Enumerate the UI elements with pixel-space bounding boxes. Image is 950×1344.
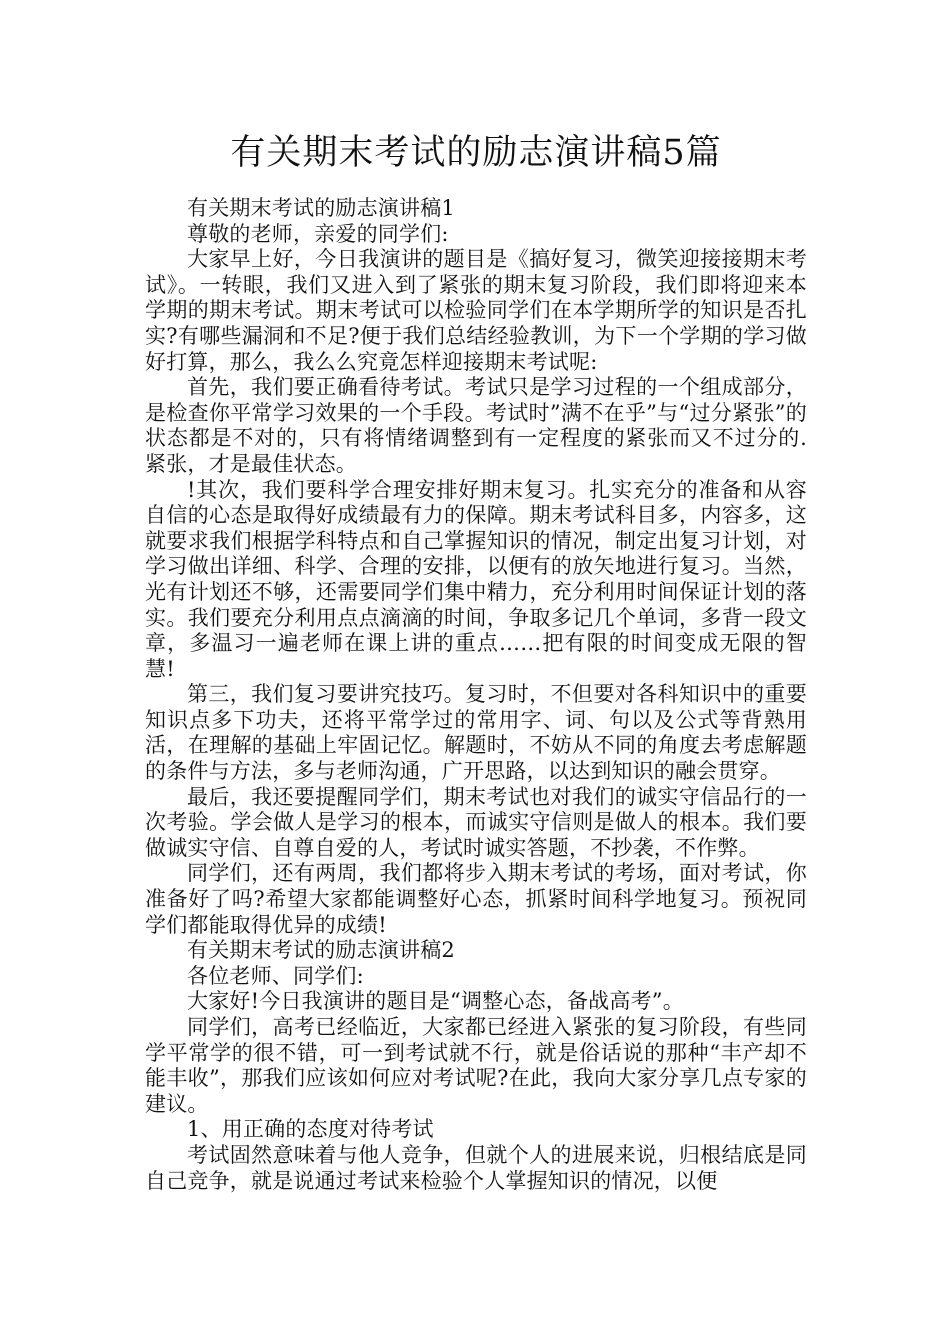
paragraph: 大家好!今日我演讲的题目是“调整心态，备战高考”。 [187,989,684,1014]
paragraph: 同学们，还有两周，我们都将步入期末考试的考场，面对考试，你准备好了吗?希望大家都能调整好心态，抓紧时间科学地复习。预祝同学们都能取得优异的成绩! [145,861,807,937]
section-heading: 1、用正确的态度对待考试 [187,1117,434,1142]
paragraph: 最后，我还要提醒同学们，期末考试也对我们的诚实守信品行的一次考验。学会做人是学习的根本，而诚实守信则是做人的根本。我们要做诚实守信、自尊自爱的人，考试时诚实答题，不抄袭，不作弊。 [145,784,807,860]
paragraph: !其次，我们要科学合理安排好期末复习。扎实充分的准备和从容自信的心态是取得好成绩最有力的保障。期末考试科目多，内容多，这就要求我们根据学科特点和自己掌握知识的情况，制定出复习计划，对学习做出详细、科学、合理的安排，以便有的放矢地进行复习。当然，光有计划还不够，还需要同学们集中精力，充分利用时间保证计划的落实。我们要充分利用点点滴滴的时间，争取多记几个单词，多背一段文章，多温习一遍老师在课上讲的重点……把有限的时间变成无限的智慧! [145,477,807,681]
paragraph: 第三，我们复习要讲究技巧。复习时，不但要对各科知识中的重要知识点多下功夫，还将平常学过的常用字、词、句以及公式等背熟用活，在理解的基础上牢固记忆。解题时，不妨从不同的角度去考虑解题的条件与方法，多与老师沟通，广开思路，以达到知识的融会贯穿。 [145,682,807,784]
document-page [145,0,807,1194]
speech-2-heading: 有关期末考试的励志演讲稿2 [187,938,455,963]
document-body [145,196,807,1194]
paragraph: 大家早上好，今日我演讲的题目是《搞好复习，微笑迎接接期末考试》。一转眼，我们又进入到了紧张的期末复习阶段，我们即将迎来本学期的期末考试。期末考试可以检验同学们在本学期所学的知识是否扎实?有哪些漏洞和不足?便于我们总结经验教训，为下一个学期的学习做好打算，那么，我么么究竟怎样迎接期末考试呢: [145,247,807,374]
speech-2-salutation: 各位老师、同学们: [187,963,364,988]
paragraph: 同学们，高考已经临近，大家都已经进入紧张的复习阶段，有些同学平常学的很不错，可一到考试就不行，就是俗话说的那种“丰产却不能丰收”，那我们应该如何应对考试呢?在此，我向大家分享几点专家的建议。 [145,1015,807,1116]
paragraph: 考试固然意味着与他人竞争，但就个人的进展来说，归根结底是同自己竞争，就是说通过考试来检验个人掌握知识的情况，以便 [145,1142,807,1193]
speech-1-salutation: 尊敬的老师，亲爱的同学们: [187,221,449,246]
paragraph: 首先，我们要正确看待考试。考试只是学习过程的一个组成部分，是检查你平常学习效果的一个手段。考试时”满不在乎”与“过分紧张”的状态都是不对的，只有将情绪调整到有一定程度的紧张而又不过分的.紧张，才是最佳状态。 [145,375,807,476]
speech-1-heading: 有关期末考试的励志演讲稿1 [187,196,455,220]
document-title: 有关期末考试的励志演讲稿5篇 [230,133,722,173]
